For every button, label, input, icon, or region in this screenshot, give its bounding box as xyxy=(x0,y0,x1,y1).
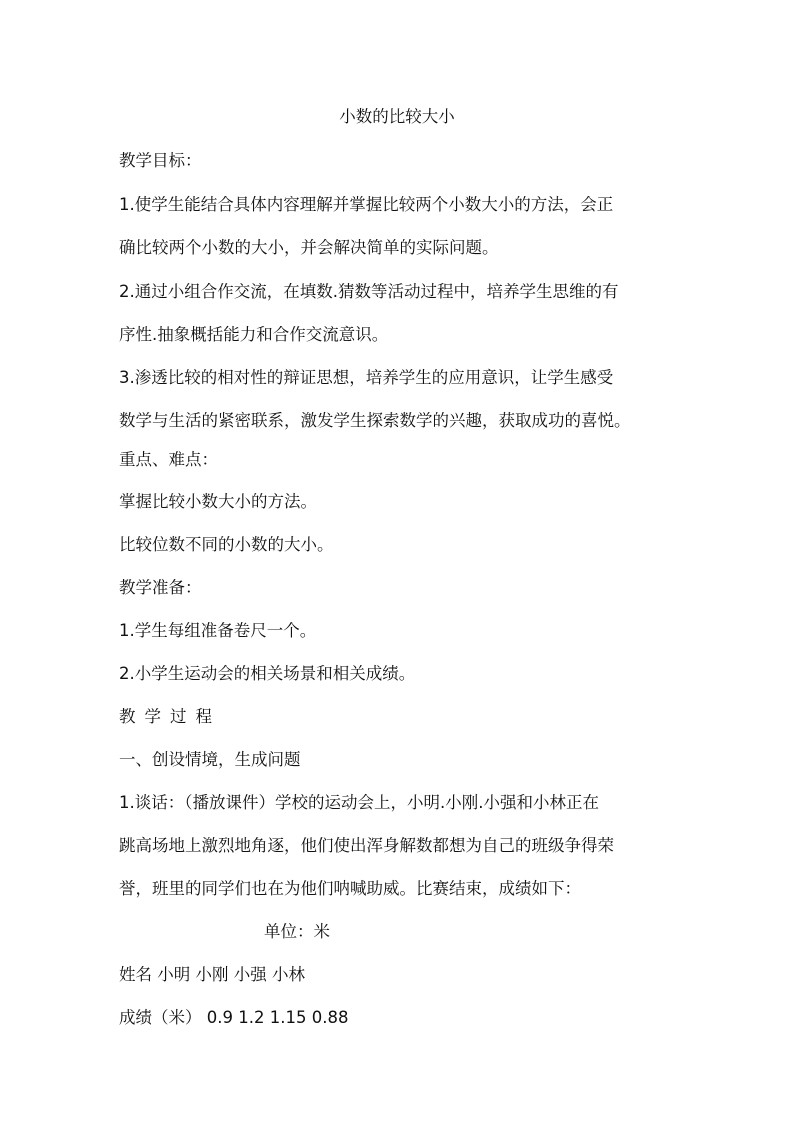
heading-key-points: 重点、难点： xyxy=(119,450,218,469)
prep-item-2: 2.小学生运动会的相关场景和相关成绩。 xyxy=(119,664,416,683)
table-score-row: 成绩（米） 0.9 1.2 1.15 0.88 xyxy=(119,1008,349,1027)
table-name-row: 姓名 小明 小刚 小强 小林 xyxy=(119,965,305,984)
heading-teaching-prep: 教学准备： xyxy=(119,578,202,597)
section-1-heading: 一、创设情境，生成问题 xyxy=(119,750,301,769)
heading-teaching-goals: 教学目标： xyxy=(119,151,202,170)
key-point-1: 掌握比较小数大小的方法。 xyxy=(119,492,317,511)
goal-3-line-1: 3.渗透比较的相对性的辩证思想，培养学生的应用意识，让学生感受 xyxy=(119,368,614,387)
goal-2-line-1: 2.通过小组合作交流，在填数.猜数等活动过程中，培养学生思维的有 xyxy=(119,282,619,301)
unit-label: 单位：米 xyxy=(264,922,330,941)
prep-item-1: 1.学生每组准备卷尺一个。 xyxy=(119,621,317,640)
process-paragraph-line-2: 跳高场地上激烈地角逐，他们使出浑身解数都想为自己的班级争得荣 xyxy=(119,836,614,855)
goal-3-line-2: 数学与生活的紧密联系，激发学生探索数学的兴趣，获取成功的喜悦。 xyxy=(119,411,631,430)
key-point-2: 比较位数不同的小数的大小。 xyxy=(119,535,334,554)
goal-1-line-1: 1.使学生能结合具体内容理解并掌握比较两个小数大小的方法，会正 xyxy=(119,195,614,214)
document-title: 小数的比较大小 xyxy=(339,107,455,126)
goal-2-line-2: 序性.抽象概括能力和合作交流意识。 xyxy=(119,325,389,344)
process-paragraph-line-1: 1.谈话：（播放课件）学校的运动会上，小明.小刚.小强和小林正在 xyxy=(119,793,599,812)
heading-teaching-process: 教学过程 xyxy=(119,707,221,726)
goal-1-line-2: 确比较两个小数的大小，并会解决简单的实际问题。 xyxy=(119,238,499,257)
process-paragraph-line-3: 誉，班里的同学们也在为他们呐喊助威。比赛结束，成绩如下： xyxy=(119,879,581,898)
